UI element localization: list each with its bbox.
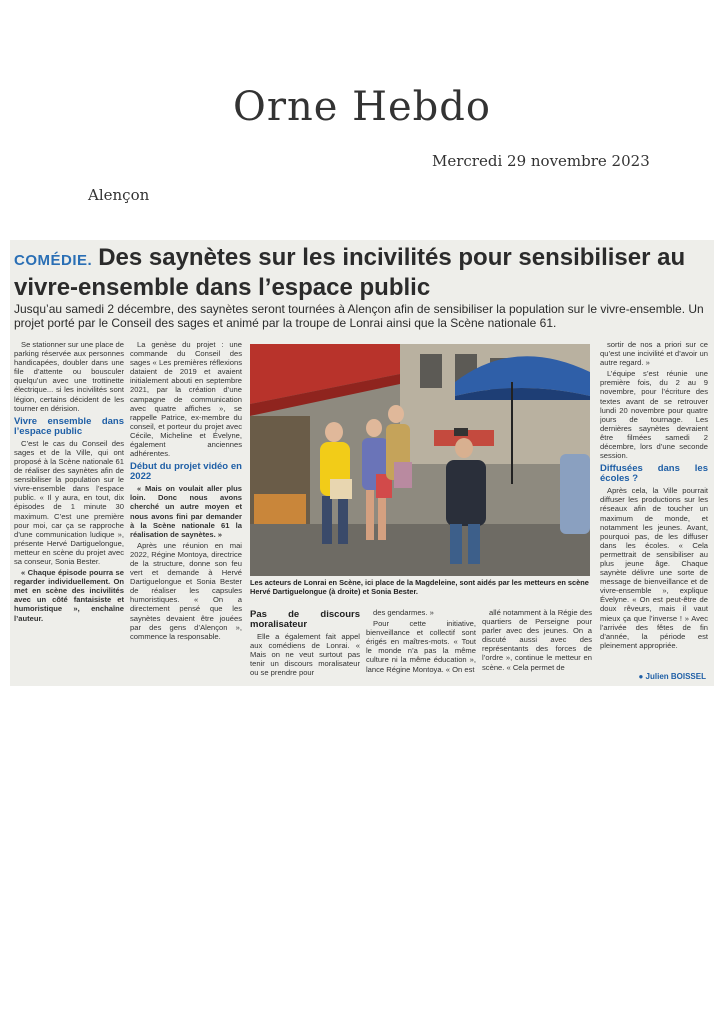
paragraph: des gendarmes. » xyxy=(373,608,434,617)
article-kicker: COMÉDIE. xyxy=(14,252,93,269)
paragraph: Se stationner sur une place de parking réservée aux personnes handicapées, doubler dans une file d’attente ou bousculer quelqu’un avec une trottinette électrique... si les incivilités sont légion, certains décident de les tourner en dérision. xyxy=(14,340,124,413)
paragraph: « Chaque épisode pourra se regarder individuellement. On met en scène des incivilités avec un côté fantaisiste et humoristique », enchaîne l’auteur. xyxy=(14,568,124,623)
article-column-3 xyxy=(250,606,360,682)
article-column-1 xyxy=(14,340,124,680)
newspaper-masthead: Orne Hebdo xyxy=(233,84,491,130)
article-column-5 xyxy=(482,608,592,682)
photo-caption: Les acteurs de Lonrai en Scène, ici place de la Magdeleine, sont aidés par les metteurs en scène Hervé Dartiguelongue (à droite) et Sonia Bester. xyxy=(250,578,589,596)
author-name: Julien BOISSEL xyxy=(645,672,706,681)
paragraph: Pour cette initiative, bienveillance et collectif sont érigés en maîtres-mots. « Tout le monde n’a pas la même culture ni la même éducation », lance Régine Montoya. « On est xyxy=(366,619,476,674)
article-column-4 xyxy=(366,608,476,682)
paragraph: Elle a également fait appel aux comédiens de Lonrai. « Mais on ne veut surtout pas tenir un discours moralisateur ou se prendre pour xyxy=(250,632,360,678)
paragraph: La genèse du projet : une commande du Conseil des sages « Les premières réflexions dataient de 2019 et avaient initialement abouti en septembre 2021, par la création d’une campagne de communication avec quatre affiches », se rappelle Patrice, ex-membre du conseil, et porteur du projet avec Cécile, Micheline et Évelyne, également anciennes adhérentes. xyxy=(130,340,242,459)
subheading: Vivre ensemble dans l’espace public xyxy=(14,415,124,437)
headline-text: Des saynètes sur les incivilités pour sensibiliser au vivre-ensemble dans l’espace public xyxy=(14,244,686,301)
article-column-2 xyxy=(130,340,242,680)
photo-illustration xyxy=(250,344,590,576)
author-byline: ● Julien BOISSEL xyxy=(638,672,706,681)
paragraph: sortir de nos a priori sur ce qu’est une incivilité et d’avoir un autre regard. » xyxy=(600,340,708,368)
subheading: Début du projet vidéo en 2022 xyxy=(130,461,242,483)
subheading: Pas de discours moralisateur xyxy=(250,609,360,630)
paragraph: Après une réunion en mai 2022, Régine Montoya, directrice de la structure, donne son feu vert et demande à Hervé Dartiguelongue et Sonia Bester de réaliser les capsules humoristiques. « On a directement pensé que les saynètes devaient être jouées par des gens d’Alençon », commence la responsable. xyxy=(130,540,242,641)
article-column-6 xyxy=(600,340,708,668)
article-headline xyxy=(14,244,710,301)
edition-city: Alençon xyxy=(88,186,150,204)
paragraph: allé notamment à la Régie des quartiers de Perseigne pour parler avec des jeunes. On a discuté aussi avec des représentants des forces de l’ordre », continue le metteur en scène. « Cela permet de xyxy=(482,608,592,672)
paragraph: L’équipe s’est réunie une première fois, du 2 au 9 novembre, pour l’écriture des textes avant de se retrouver lundi 20 novembre pour quatre jours de tournage. Les dernières saynètes devraient être filmées samedi 2 décembre, lors d’une seconde session. xyxy=(600,369,708,461)
market-photo xyxy=(250,344,590,576)
paragraph: C’est le cas du Conseil des sages et de la Ville, qui ont proposé à la Scène nationale 61 de réaliser des saynètes afin de sensibiliser la population sur le vivre-ensemble dans l’espace public. « Il y aura, en tout, dix épisodes de 1 minute 30 maximum. C’est une première pour moi, car ça se rapproche d’une communication ludique », présente Hervé Dartiguelongue, metteur en scène du projet avec sa conseur, Sonia Bester. xyxy=(14,438,124,566)
subheading: Diffusées dans les écoles ? xyxy=(600,463,708,485)
paragraph: « Mais on voulait aller plus loin. Donc nous avons cherché un autre moyen et nous avons fini par demander à la Scène nationale 61 la réalisation de saynètes. » xyxy=(130,484,242,539)
press-clipping xyxy=(10,240,714,686)
article-standfirst: Jusqu’au samedi 2 décembre, des saynètes seront tournées à Alençon afin de sensibiliser la population sur le vivre-ensemble. Un projet porté par le Conseil des sages et animé par la troupe de Lonrai ainsi que la Scène nationale 61. xyxy=(14,302,704,330)
paragraph: Après cela, la Ville pourrait diffuser les productions sur les réseaux afin de toucher un maximum de monde, et notamment les jeunes. Avant, pourquoi pas, de les diffuser dans les écoles. « Cela permettrait de sensibiliser au plus jeune âge. Chaque saynète délivre une sorte de message de bienveillance et de vivre-ensemble », explique Évelyne. « On est peut-être de doux rêveurs, mais il vaut mieux ça que l’inverse ! » Avec l’arrivée des fêtes de fin d’année, la période est pleinement appropriée. xyxy=(600,486,708,650)
publication-date: Mercredi 29 novembre 2023 xyxy=(432,152,650,170)
